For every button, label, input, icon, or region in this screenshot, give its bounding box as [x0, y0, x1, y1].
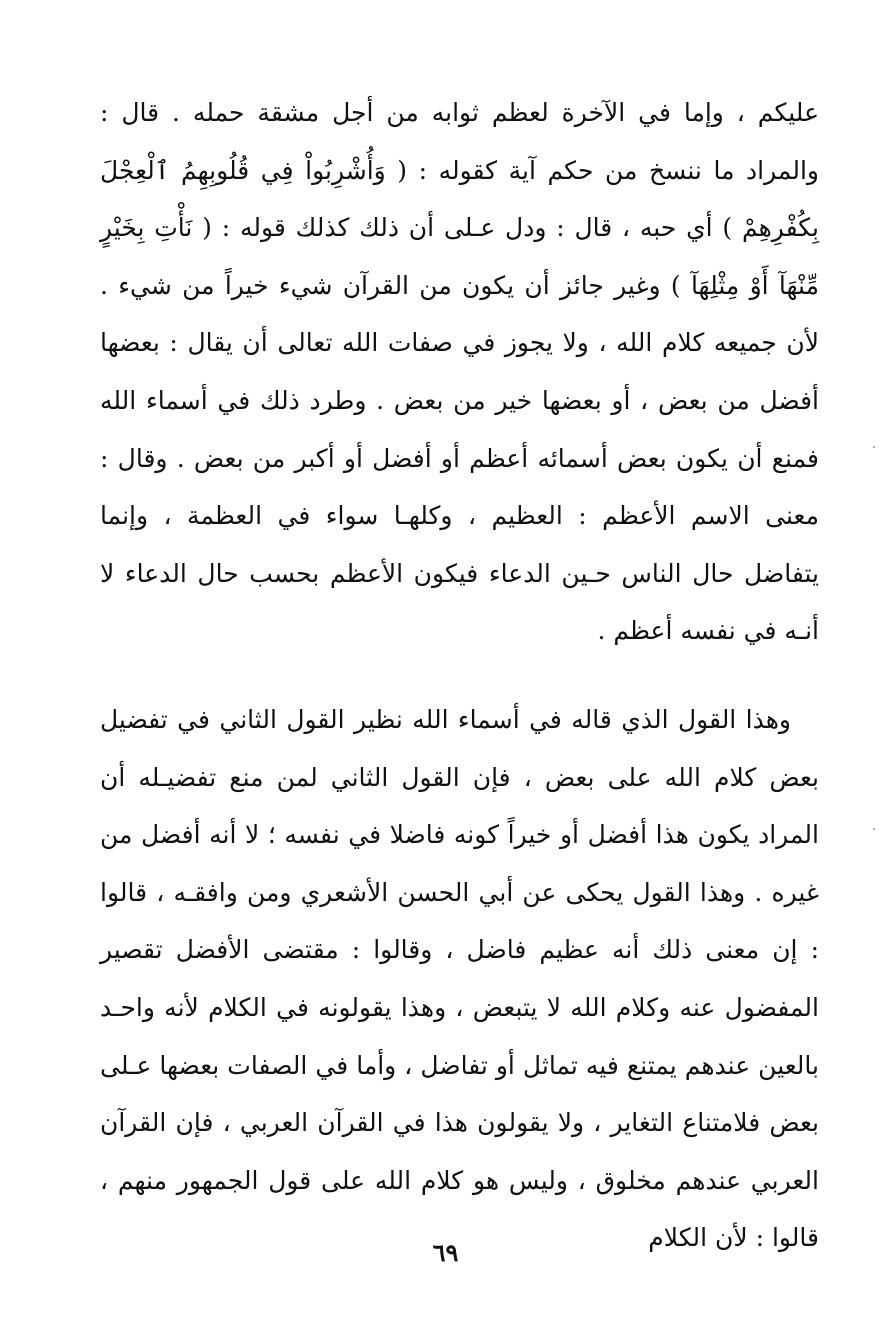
scan-speck	[873, 828, 875, 830]
page-number: ٦٩	[432, 1238, 459, 1267]
body-text-top	[100, 84, 819, 660]
paragraph-1: عليكم ، وإما في الآخرة لعظم ثوابه من أجل مشقة حمله . قال : والمراد ما ننسخ من حكم آية كقوله : ( وَأُشْرِبُواْ فِي قُلُوبِهِمُ ٱلْعِجْلَ بِكُفْرِهِمْ ) أي حبه ، قال : ودل عـلى أن ذلك كذلك قوله : ( نَأْتِ بِخَيْرٍ مِّنْهَآ أَوْ مِثْلِهَآ ) وغير جائز أن يكون من القرآن شيء خيراً من شيء . لأن جميعه كلام الله ، ولا يجوز في صفات الله تعالى أن يقال : بعضها أفضل من بعض ، أو بعضها خير من بعض . وطرد ذلك في أسماء الله فمنع أن يكون بعض أسمائه أعظم أو أفضل أو أكبر من بعض . وقال : معنى الاسم الأعظم : العظيم ، وكلهـا سواء في العظمة ، وإنما يتفاضل حال الناس حـين الدعاء فيكون الأعظم بحسب حال الدعاء لا أنـه في نفسه أعظم .	[100, 98, 819, 646]
paragraph-2: وهذا القول الذي قاله في أسماء الله نظير القول الثاني في تفضيل بعض كلام الله على بعض ، فإن القول الثاني لمن منع تفضيـله أن المراد يكون هذا أفضل أو خيراً كونه فاضلا في نفسه ؛ لا أنه أفضل من غيره . وهذا القول يحكى عن أبي الحسن الأشعري ومن وافقـه ، قالوا : إن معنى ذلك أنه عظيم فاضل ، وقالوا : مقتضى الأفضل تقصير المفضول عنه وكلام الله لا يتبعض ، وهذا يقولونه في الكلام لأنه واحـد بالعين عندهم يمتنع فيه تماثل أو تفاضل ، وأما في الصفات بعضها عـلى بعض فلامتناع التغاير ، ولا يقولون هذا في القرآن العربي ، فإن القرآن العربي عندهم مخلوق ، وليس هو كلام الله على قول الجمهور منهم ، قالوا : لأن الكلام	[100, 705, 819, 1253]
body-text-bottom	[100, 691, 819, 1267]
scan-speck	[873, 446, 875, 448]
